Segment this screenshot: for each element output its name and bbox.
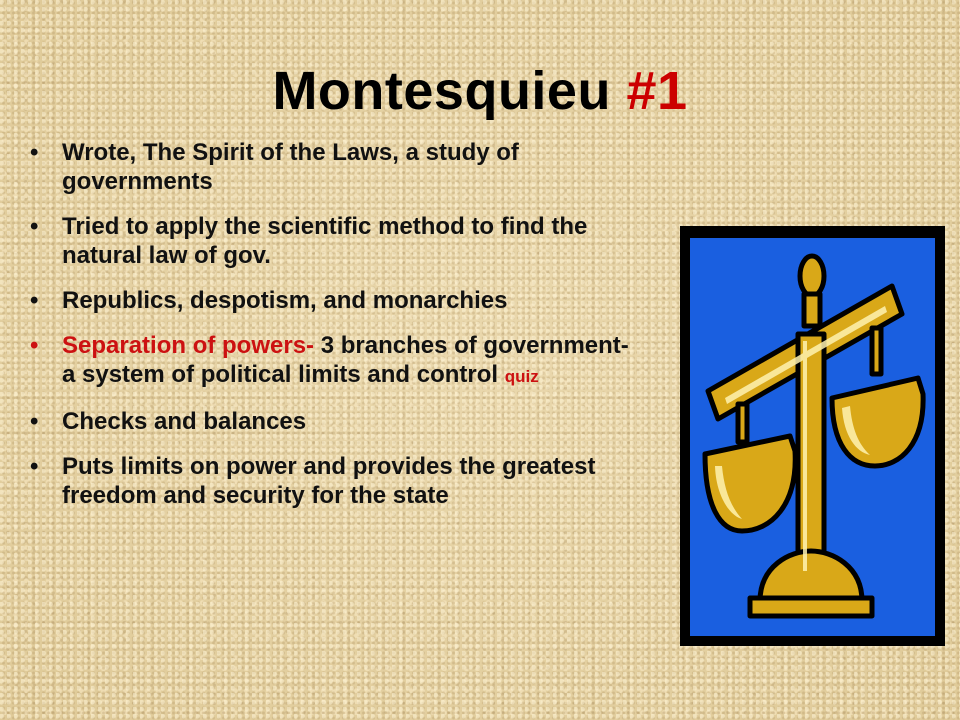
scales-picture [680, 226, 945, 646]
title-number: #1 [626, 61, 688, 121]
bullet-marker: • [30, 453, 39, 480]
bullet-text: Tried to apply the scientific method to find the natural law of gov. [62, 213, 588, 269]
bullet-marker: • [30, 139, 39, 166]
bullet-text: Republics, despotism, and monarchies [62, 287, 508, 314]
bullet-item [30, 138, 645, 196]
bullet-list [30, 138, 645, 526]
bullet-text: 3 branches of government- a system of political limits and control [62, 332, 629, 388]
bullet-marker: • [30, 332, 39, 359]
bullet-text: Checks and balances [62, 408, 307, 435]
quiz-tag: quiz [504, 367, 539, 386]
bullet-text: Puts limits on power and provides the greatest freedom and security for the state [62, 453, 596, 509]
bullet-item [30, 286, 645, 315]
bullet-item [30, 212, 645, 270]
scales-of-justice-icon [680, 226, 945, 646]
bullet-marker: • [30, 213, 39, 240]
bullet-marker: • [30, 287, 39, 314]
bullet-item [30, 452, 645, 510]
bullet-item [30, 331, 645, 391]
bullet-item [30, 407, 645, 436]
bullet-marker: • [30, 408, 39, 435]
title-text: Montesquieu [272, 61, 627, 121]
bullet-text: Wrote, The Spirit of the Laws, a study of governments [62, 139, 519, 195]
slide-title [0, 60, 960, 122]
bullet-highlight: Separation of powers- [62, 332, 315, 359]
